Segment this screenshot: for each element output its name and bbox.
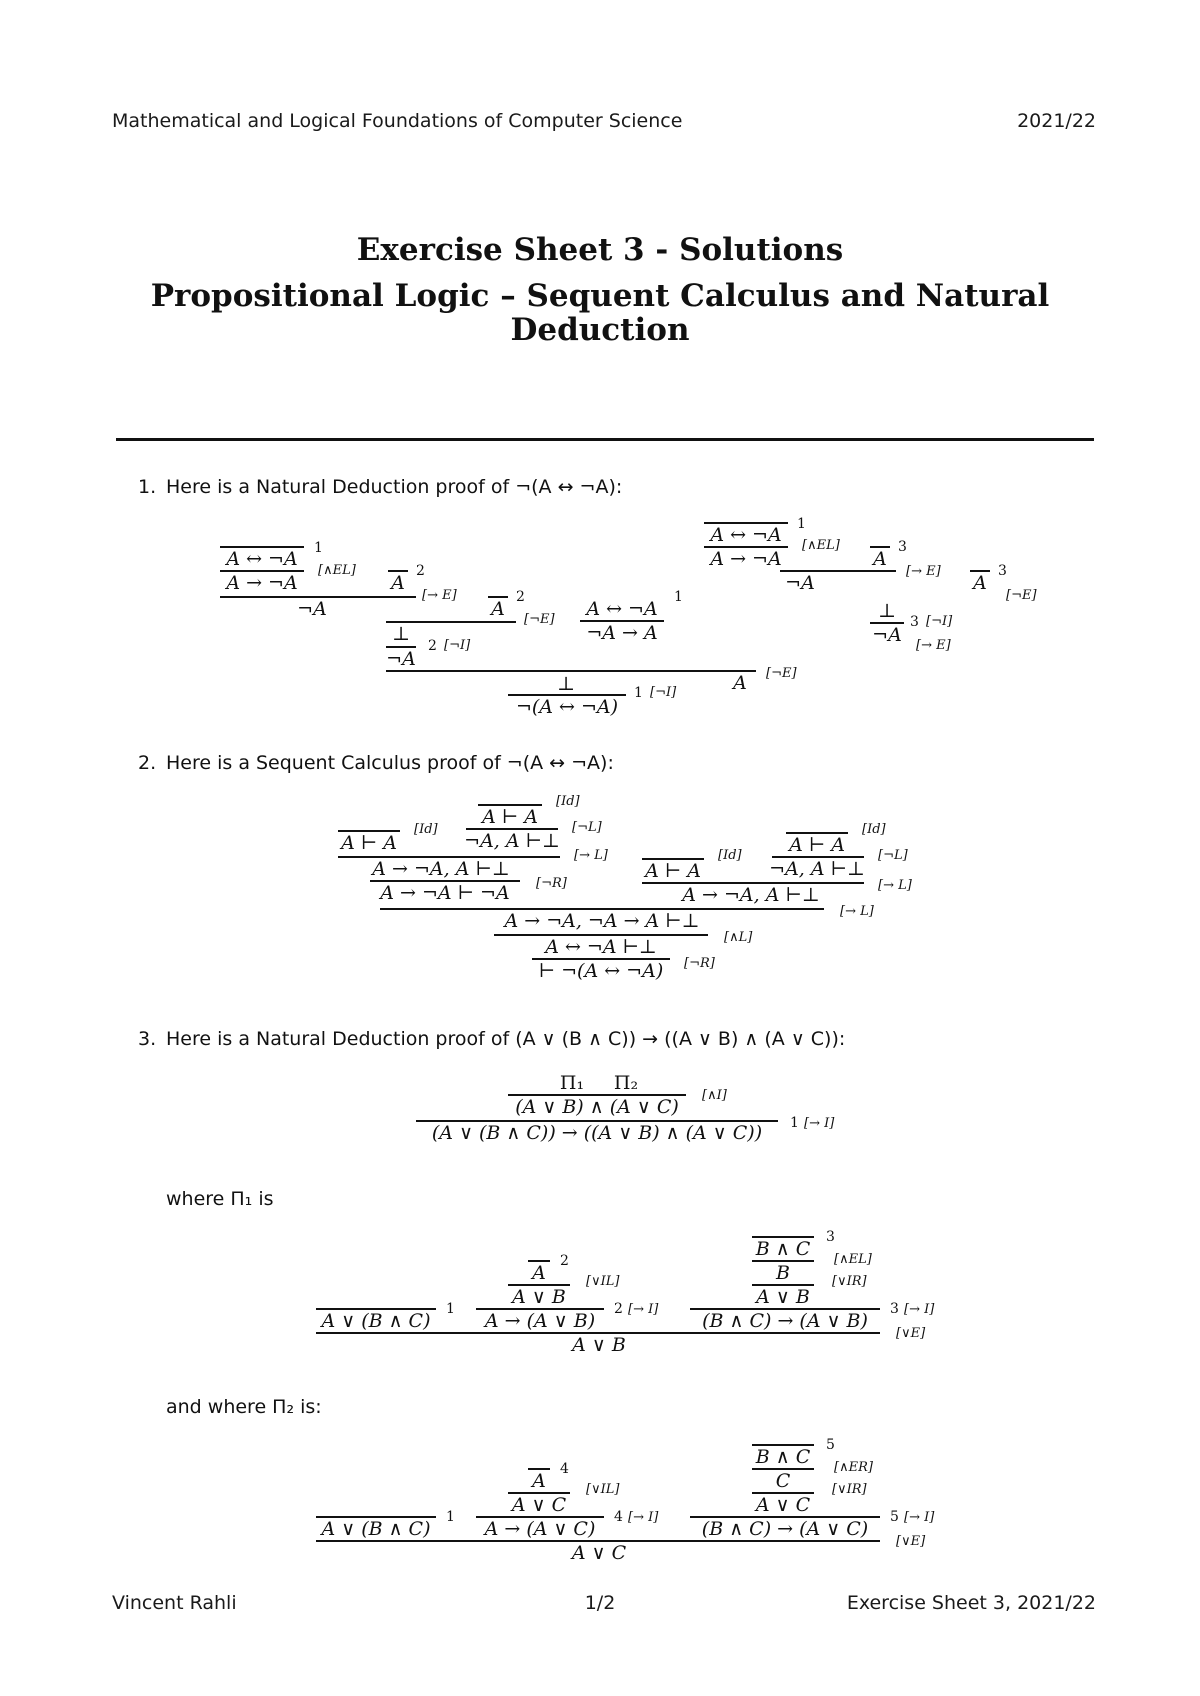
formula: A ∨ C [571, 1542, 627, 1564]
rule-label: [∧EL] [802, 538, 840, 553]
formula: A [532, 1470, 546, 1492]
hypothesis-label: 1 [446, 1301, 455, 1317]
rule-label: [∧ER] [834, 1460, 873, 1475]
discharge-label: 3 [890, 1301, 899, 1317]
page-subtitle-line1: Propositional Logic – Sequent Calculus and Natural [150, 278, 1050, 314]
rule-label: [∨IL] [586, 1482, 620, 1497]
formula: B ∧ C [755, 1446, 811, 1468]
hypothesis-label: 3 [826, 1229, 835, 1245]
formula: ¬A [872, 624, 902, 646]
formula: A ∨ (B ∧ C) [321, 1518, 431, 1540]
rule-label: [→ I] [904, 1302, 935, 1317]
hypothesis-label: 3 [898, 539, 907, 555]
rule-label: [¬E] [524, 612, 555, 627]
exercise-text: Here is a Natural Deduction proof of (A ∨ (B ∧ C)) → ((A ∨ B) ∧ (A ∨ C)): [166, 1028, 846, 1050]
rule-label: [∨E] [896, 1326, 926, 1341]
where-pi2-caption: and where Π₂ is: [166, 1396, 322, 1418]
rule-label: [¬I] [926, 614, 953, 629]
discharge-label: 2 [614, 1301, 623, 1317]
formula: A → ¬A [226, 572, 298, 594]
formula: A ∨ (B ∧ C) [321, 1310, 431, 1332]
formula: A [532, 1262, 546, 1284]
rule-label: [Id] [862, 822, 886, 837]
formula: A ↔ ¬A [226, 548, 298, 570]
formula: ¬A [785, 572, 815, 594]
discharge-label: 4 [614, 1509, 623, 1525]
discharge-label: 3 [910, 614, 919, 630]
sequent: A ↔ ¬A ⊢⊥ [545, 936, 657, 958]
rule-label: [∨IR] [832, 1482, 867, 1497]
hypothesis-label: 1 [446, 1509, 455, 1525]
hypothesis-label: 2 [416, 563, 425, 579]
formula: A [491, 598, 505, 620]
sequent: A ⊢ A [341, 832, 397, 854]
formula: A ∨ C [511, 1494, 567, 1516]
exercise-text: Here is a Sequent Calculus proof of ¬(A ↔ ¬A): [166, 752, 614, 774]
rule-label: [¬R] [684, 956, 715, 971]
subproof-pi2: Π₂ [613, 1072, 639, 1094]
rule-label: [∧EL] [318, 563, 356, 578]
formula: ⊥ [392, 623, 410, 645]
rule-label: [¬I] [444, 638, 471, 653]
sequent: A ⊢ A [789, 834, 845, 856]
hypothesis-label: 1 [797, 516, 806, 532]
rule-label: [¬R] [536, 876, 567, 891]
rule-label: [Id] [718, 848, 742, 863]
rule-label: [Id] [414, 822, 438, 837]
rule-label: [→ I] [628, 1510, 659, 1525]
inference-line [386, 670, 756, 672]
formula: ¬A [386, 648, 416, 670]
rule-label: [¬I] [650, 685, 677, 700]
formula: ¬A → A [586, 622, 658, 644]
formula: A ↔ ¬A [710, 524, 782, 546]
rule-label: [∧L] [724, 930, 753, 945]
hypothesis-label: 2 [560, 1253, 569, 1269]
formula: ¬A [297, 598, 327, 620]
sequent: A → ¬A, ¬A → A ⊢⊥ [504, 910, 700, 932]
formula: A [873, 548, 887, 570]
rule-label: [¬L] [878, 848, 908, 863]
exercise-number: 1. [138, 476, 157, 498]
formula: (B ∧ C) → (A ∨ C) [701, 1518, 869, 1540]
sequent: ¬A, A ⊢⊥ [769, 858, 865, 880]
rule-label: [→ E] [906, 564, 941, 579]
formula: A ∨ B [756, 1286, 810, 1308]
rule-label: [∨E] [896, 1534, 926, 1549]
sequent: A → ¬A, A ⊢⊥ [682, 884, 820, 906]
formula: (B ∧ C) → (A ∨ B) [702, 1310, 868, 1332]
formula: (A ∨ B) ∧ (A ∨ C) [515, 1096, 679, 1118]
page-subtitle-line2: Deduction [510, 312, 690, 348]
page-number: 1/2 [584, 1592, 616, 1614]
footer-sheet: Exercise Sheet 3, 2021/22 [846, 1592, 1096, 1614]
exercise-number: 3. [138, 1028, 157, 1050]
formula: ¬(A ↔ ¬A) [515, 696, 619, 718]
hypothesis-label: 1 [674, 589, 683, 605]
formula: ⊥ [557, 673, 575, 695]
hypothesis-label: 5 [826, 1437, 835, 1453]
hypothesis-label: 3 [998, 563, 1007, 579]
discharge-label: 1 [790, 1115, 799, 1131]
rule-label: [Id] [556, 794, 580, 809]
formula: A → ¬A [710, 548, 782, 570]
formula: C [775, 1470, 791, 1492]
rule-label: [∧EL] [834, 1252, 872, 1267]
rule-label: [→ L] [878, 878, 912, 893]
subproof-pi1: Π₁ [559, 1072, 585, 1094]
discharge-label: 5 [890, 1509, 899, 1525]
where-pi1-caption: where Π₁ is [166, 1188, 274, 1210]
sequent: ⊢ ¬(A ↔ ¬A) [538, 960, 664, 982]
formula: ⊥ [878, 600, 896, 622]
rule-label: [→ L] [840, 904, 874, 919]
formula: B ∧ C [755, 1238, 811, 1260]
sequent: ¬A, A ⊢⊥ [464, 830, 560, 852]
formula: A ↔ ¬A [586, 598, 658, 620]
sequent: A → ¬A, A ⊢⊥ [372, 858, 510, 880]
sequent: A ⊢ A [645, 860, 701, 882]
rule-label: [∨IR] [832, 1274, 867, 1289]
rule-label: [¬E] [1006, 588, 1037, 603]
rule-label: [→ I] [904, 1510, 935, 1525]
formula: A [391, 572, 405, 594]
formula: A → (A ∨ B) [484, 1310, 596, 1332]
formula: (A ∨ (B ∧ C)) → ((A ∨ B) ∧ (A ∨ C)) [431, 1122, 763, 1144]
discharge-label: 2 [428, 638, 437, 654]
rule-label: [¬E] [766, 666, 797, 681]
rule-label: [∧I] [702, 1088, 727, 1103]
formula: A ∨ C [755, 1494, 811, 1516]
exercise-number: 2. [138, 752, 157, 774]
sequent: A → ¬A ⊢ ¬A [380, 882, 510, 904]
rule-label: [→ E] [916, 638, 951, 653]
footer-author: Vincent Rahli [112, 1592, 237, 1614]
formula: A ∨ B [512, 1286, 566, 1308]
sequent: A ⊢ A [482, 806, 538, 828]
hypothesis-label: 4 [560, 1461, 569, 1477]
rule-label: [→ L] [574, 848, 608, 863]
header-year: 2021/22 [1017, 110, 1096, 132]
rule-label: [→ E] [422, 588, 457, 603]
formula: B [776, 1262, 790, 1284]
course-title: Mathematical and Logical Foundations of Computer Science [112, 110, 683, 132]
rule-label: [→ I] [804, 1116, 835, 1131]
rule-label: [∨IL] [586, 1274, 620, 1289]
hypothesis-label: 2 [516, 589, 525, 605]
discharge-label: 1 [634, 685, 643, 701]
formula: A [733, 672, 747, 694]
exercise-text: Here is a Natural Deduction proof of ¬(A ↔ ¬A): [166, 476, 623, 498]
formula: A ∨ B [572, 1334, 626, 1356]
hypothesis-label: 1 [314, 540, 323, 556]
page-title: Exercise Sheet 3 - Solutions [356, 232, 844, 268]
formula: A → (A ∨ C) [484, 1518, 596, 1540]
rule-label: [→ I] [628, 1302, 659, 1317]
formula: A [973, 572, 987, 594]
title-divider [116, 438, 1094, 441]
rule-label: [¬L] [572, 820, 602, 835]
